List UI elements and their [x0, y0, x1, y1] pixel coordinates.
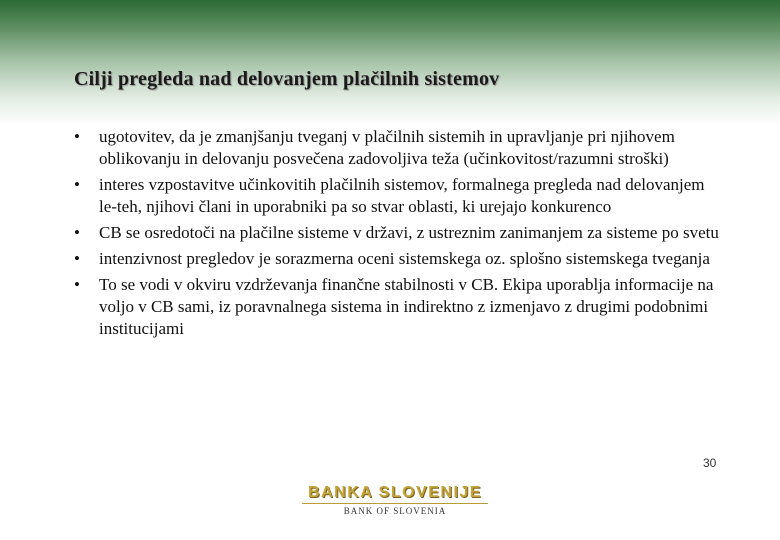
bullet-icon: •: [74, 275, 80, 294]
bullet-list: [74, 126, 724, 344]
slide-title: Cilji pregleda nad delovanjem plačilnih sistemov: [74, 68, 500, 90]
logo-name: BANKA SLOVENIJE: [308, 484, 482, 501]
bullet-icon: •: [74, 249, 80, 268]
bullet-text: CB se osredotoči na plačilne sisteme v državi, z ustreznim zanimanjem za sisteme po svetu: [99, 223, 719, 242]
bank-logo: [300, 484, 490, 516]
bullet-icon: •: [74, 175, 80, 194]
bullet-text: interes vzpostavitve učinkovitih plačilnih sistemov, formalnega pregleda nad delovanjem le-teh, njihovi člani in uporabniki pa so stvar oblasti, ki urejajo konkurenco: [99, 175, 705, 216]
bullet-icon: •: [74, 127, 80, 146]
header-gradient-band: [0, 0, 780, 125]
bullet-text: ugotovitev, da je zmanjšanju tveganj v plačilnih sistemih in upravljanje pri njihovem oblikovanju in delovanju posvečena zadovoljiva teža (učinkovitost/razumni stroški): [99, 127, 675, 168]
logo-divider: [302, 503, 488, 504]
page-number: 30: [703, 456, 717, 470]
bullet-text: intenzivnost pregledov je sorazmerna oceni sistemskega oz. splošno sistemskega tveganja: [99, 249, 710, 268]
logo-subtitle: BANK OF SLOVENIA: [343, 506, 447, 516]
list-item: [74, 274, 724, 340]
bullet-icon: •: [74, 223, 80, 242]
list-item: [74, 248, 724, 270]
list-item: [74, 174, 724, 218]
list-item: [74, 126, 724, 170]
list-item: [74, 222, 724, 244]
bullet-text: To se vodi v okviru vzdrževanja finančne stabilnosti v CB. Ekipa uporablja informacije na voljo v CB sami, iz poravnalnega sistema in indirektno z izmenjavo z drugimi podobnimi institucijami: [99, 275, 714, 338]
